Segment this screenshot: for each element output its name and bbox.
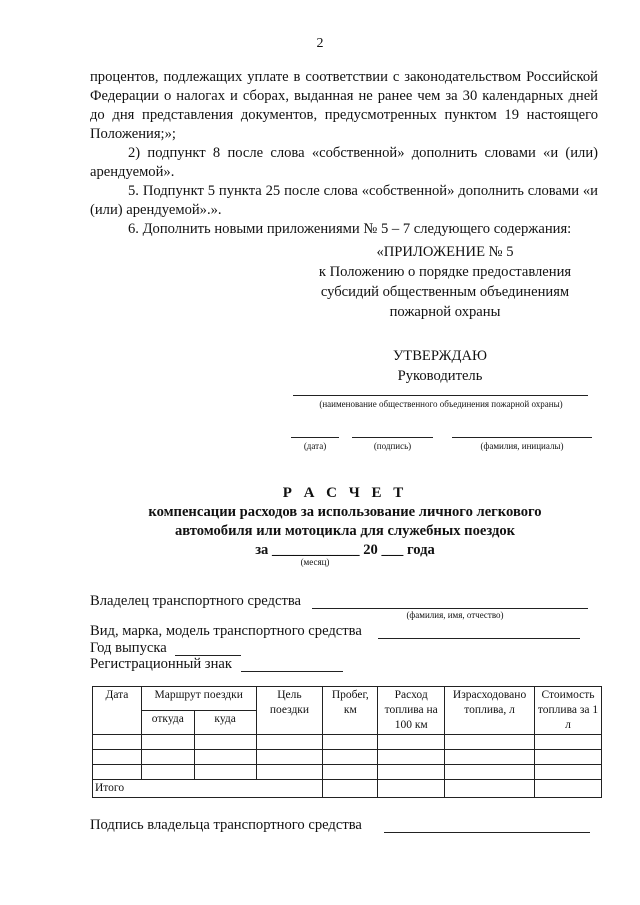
col-from: откуда	[141, 711, 194, 735]
owner-signature-label: Подпись владельца транспортного средства	[90, 817, 362, 833]
col-cost: Стоимость топлива за 1 л	[535, 687, 602, 735]
org-name-caption: (наименование общественного объединения пожарной охраны)	[319, 399, 563, 409]
month-caption: (месяц)	[300, 557, 330, 567]
owner-caption: (фамилия, имя, отчество)	[406, 610, 504, 620]
reg-line	[241, 671, 343, 672]
title-heading: Р А С Ч Е Т	[282, 485, 408, 501]
title-period: за ____________ 20 ___ года	[255, 542, 435, 558]
col-to: куда	[194, 711, 256, 735]
signature-caption: (подпись)	[373, 441, 412, 451]
reg-label: Регистрационный знак	[90, 656, 232, 672]
model-line	[378, 638, 580, 639]
trip-table	[92, 686, 602, 798]
name-line	[452, 437, 592, 438]
owner-line	[312, 608, 588, 609]
model-label: Вид, марка, модель транспортного средства	[90, 623, 362, 639]
year-label: Год выпуска	[90, 640, 167, 656]
col-mileage: Пробег, км	[323, 687, 378, 735]
paragraph-1: процентов, подлежащих уплате в соответствии с законодательством Российской Федерации о налогах и сборах, выданная не ранее чем за 30 календарных дней до дня представления документов, предусмотренных пунктом 19 настоящего Положения;»;	[90, 69, 598, 142]
col-date: Дата	[93, 687, 142, 735]
body-text	[90, 68, 598, 239]
document-title	[90, 484, 600, 560]
col-rate: Расход топлива на 100 км	[378, 687, 445, 735]
title-line-1: компенсации расходов за использование личного легкового	[148, 504, 542, 520]
org-name-line	[293, 395, 588, 396]
annex-line-3: субсидий общественным объединениям	[320, 284, 570, 300]
table-total-row	[93, 780, 602, 798]
table-row	[93, 750, 602, 765]
paragraph-2: 2) подпункт 8 после слова «собственной» дополнить словами «и (или) арендуемой».	[90, 145, 598, 180]
annex-header	[300, 242, 590, 322]
title-line-2: автомобиля или мотоцикла для служебных поездок	[174, 523, 516, 539]
owner-signature-line	[384, 832, 590, 833]
table-row	[93, 765, 602, 780]
annex-line-1: «ПРИЛОЖЕНИЕ № 5	[376, 244, 514, 260]
page-number: 2	[316, 36, 324, 51]
col-route: Маршрут поездки	[141, 687, 256, 711]
paragraph-3: 5. Подпункт 5 пункта 25 после слова «собственной» дополнить словами «и (или) арендуемой».».	[90, 183, 598, 218]
total-label: Итого	[93, 780, 323, 798]
annex-line-2: к Положению о порядке предоставления	[318, 264, 572, 280]
name-caption: (фамилия, инициалы)	[480, 441, 564, 451]
date-caption: (дата)	[303, 441, 327, 451]
approve-role: Руководитель	[397, 368, 483, 384]
table-row	[93, 735, 602, 750]
date-line	[291, 437, 339, 438]
col-purpose: Цель поездки	[256, 687, 323, 735]
table-header-row	[93, 687, 602, 711]
approval-block	[290, 346, 590, 386]
owner-label: Владелец транспортного средства	[90, 593, 302, 609]
paragraph-4: 6. Дополнить новыми приложениями № 5 – 7 следующего содержания:	[128, 221, 572, 237]
signature-line	[352, 437, 433, 438]
col-spent: Израсходовано топлива, л	[445, 687, 535, 735]
approve-title: УТВЕРЖДАЮ	[392, 348, 488, 364]
annex-line-4: пожарной охраны	[389, 304, 501, 320]
